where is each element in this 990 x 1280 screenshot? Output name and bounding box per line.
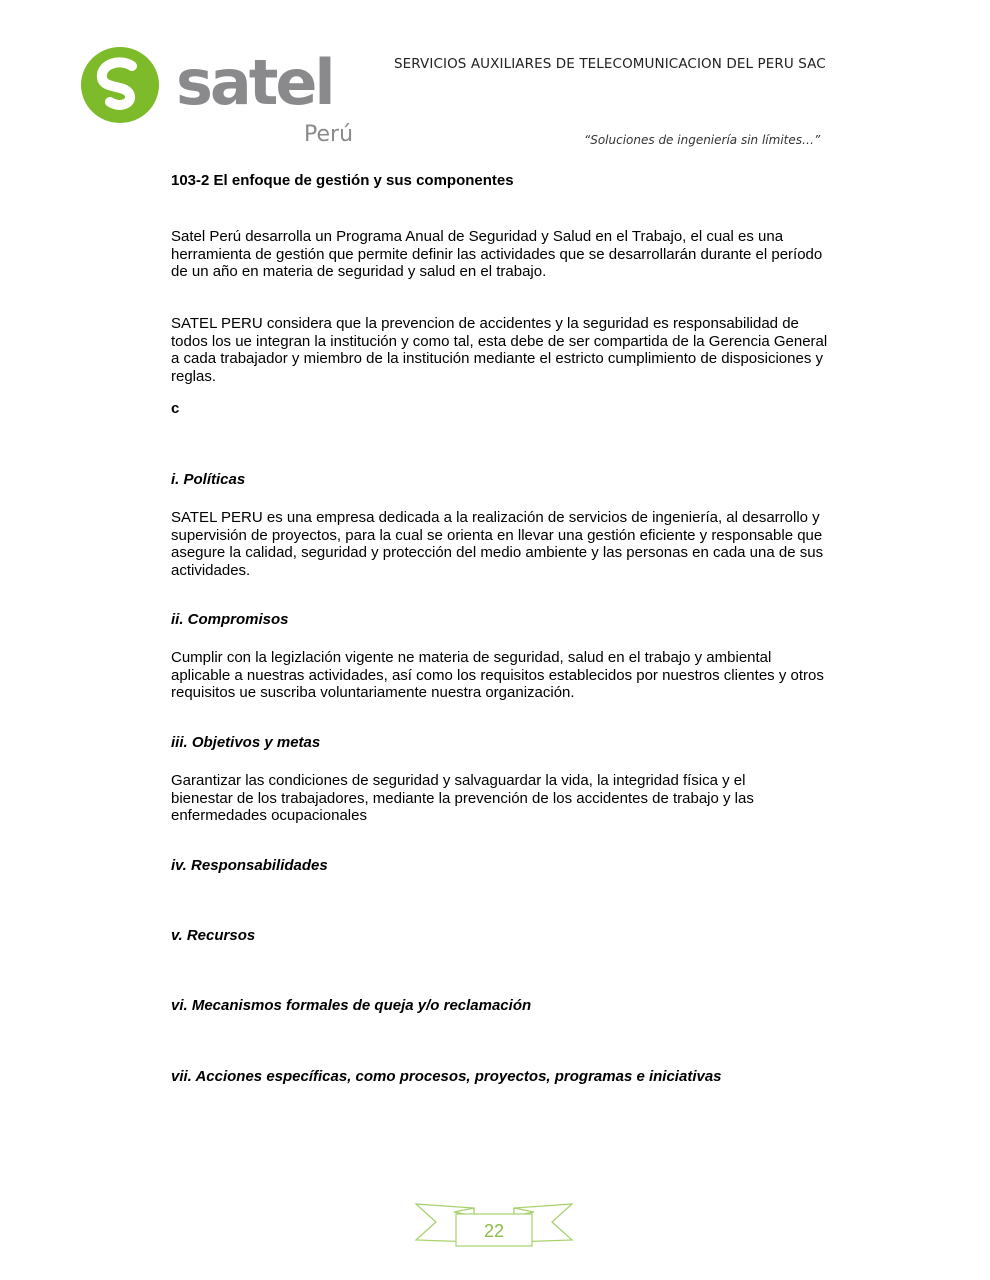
stray-letter: c [171,400,180,417]
paragraph-prevention: SATEL PERU considera que la prevencion de accidentes y la seguridad es responsabilidad de todos los ue integran la institución y como tal, esta debe de ser compartida de la Gerencia General a cada trabajador y miembro de la institución mediante el estricto cumplimiento de disposiciones y reglas. [171,315,828,385]
heading-mecanismos: vi. Mecanismos formales de queja y/o reclamación [171,997,532,1014]
paragraph-politicas: SATEL PERU es una empresa dedicada a la realización de servicios de ingeniería, al desarrollo y supervisión de proyectos, para la cual se orienta en llevar una gestión eficiente y responsable que asegure la calidad, seguridad y protección del medio ambiente y las personas en cada una de sus actividades. [171,509,824,579]
heading-responsabilidades: iv. Responsabilidades [171,857,328,874]
page-number: 22 [483,1221,505,1241]
paragraph-compromisos: Cumplir con la legizlación vigente ne materia de seguridad, salud en el trabajo y ambiental aplicable a nuestras actividades, así como los requisitos establecidos por nuestros clientes y otros requisitos ue suscriba voluntariamente nuestra organización. [171,649,824,702]
heading-acciones: vii. Acciones específicas, como procesos, proyectos, programas e iniciativas [171,1068,722,1085]
paragraph-objetivos: Garantizar las condiciones de seguridad y salvaguardar la vida, la integridad física y el bienestar de los trabajadores, mediante la prevención de los accidentes de trabajo y las enfermedades ocupacionales [171,772,754,825]
heading-compromisos: ii. Compromisos [171,611,289,628]
company-name: SERVICIOS AUXILIARES DE TELECOMUNICACION DEL PERU SAC [394,56,826,72]
heading-politicas: i. Políticas [171,471,246,488]
paragraph-program: Satel Perú desarrolla un Programa Anual de Seguridad y Salud en el Trabajo, el cual es una herramienta de gestión que permite definir las actividades que se desarrollarán durante el período de un año en materia de seguridad y salud en el trabajo. [171,228,823,281]
slogan: “Soluciones de ingeniería sin límites…” [584,133,821,147]
section-title: 103-2 El enfoque de gestión y sus componentes [171,172,514,189]
heading-objetivos: iii. Objetivos y metas [171,734,321,751]
satel-logo-icon [80,46,162,124]
logo-subtext: Perú [304,122,354,147]
heading-recursos: v. Recursos [171,927,256,944]
logo-wordmark: satel [176,46,333,119]
